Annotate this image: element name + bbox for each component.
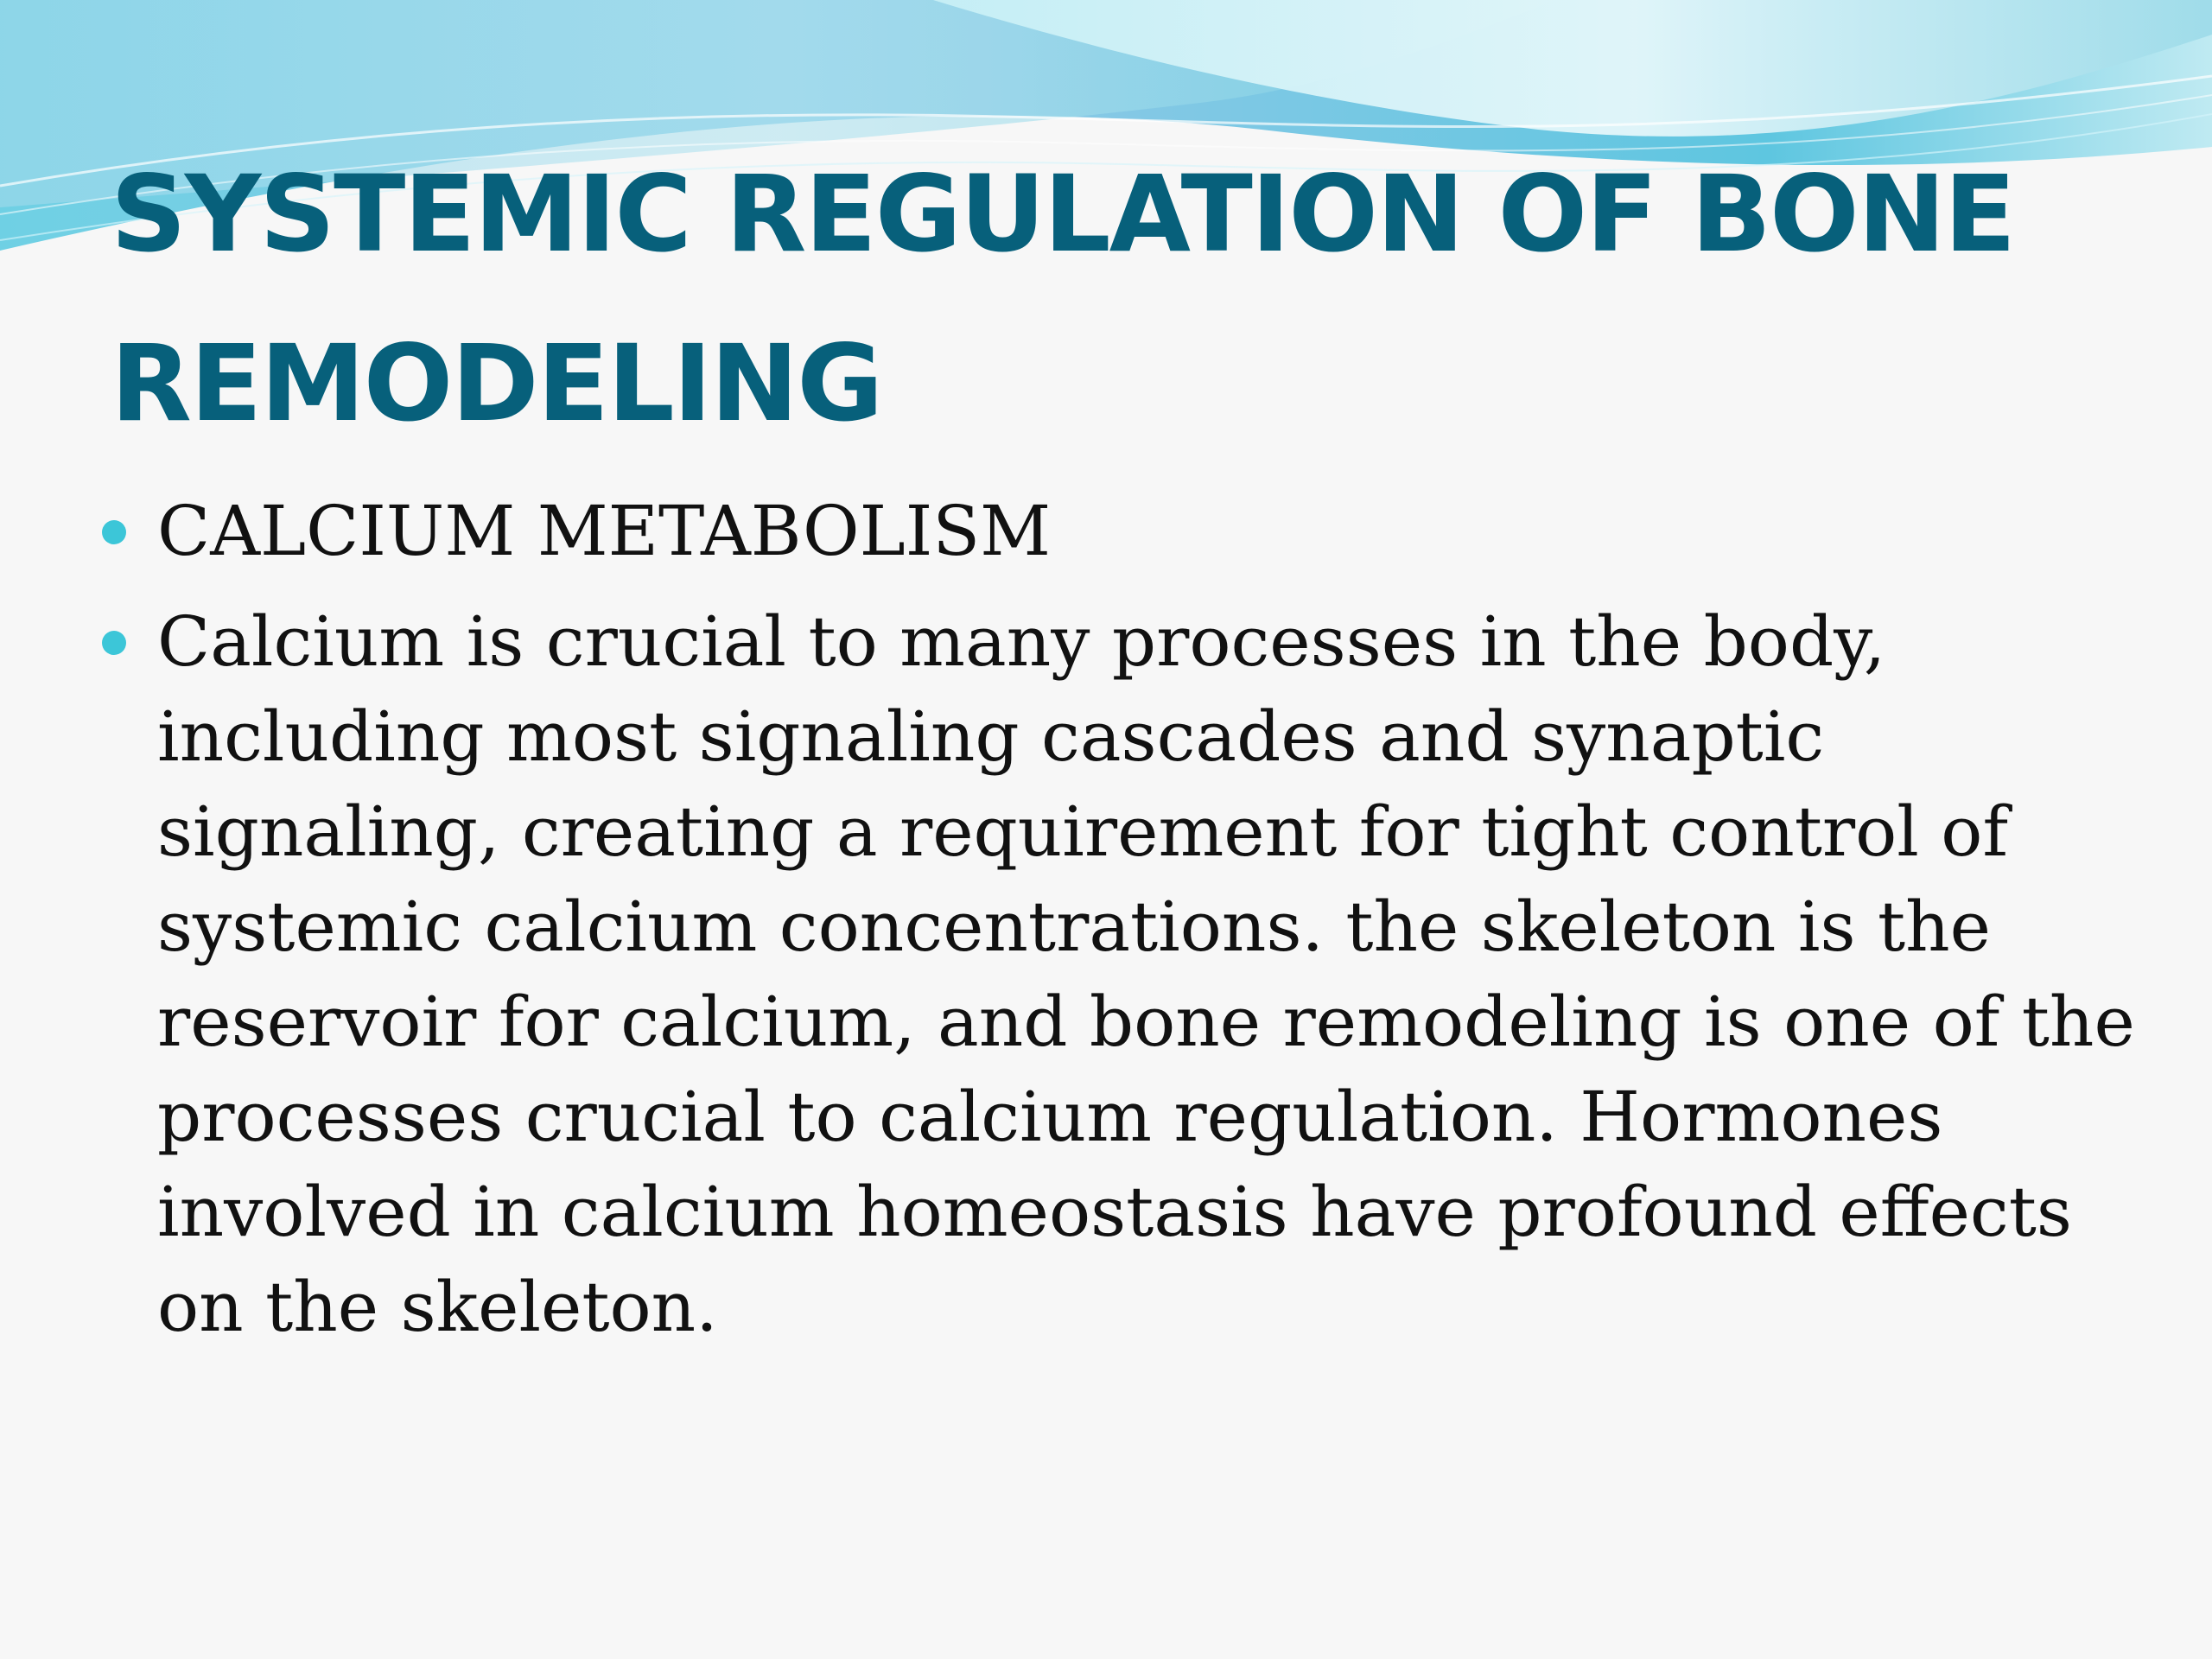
bullet-text: Calcium is crucial to many processes in the body, including most signaling cascades and synaptic signaling, creating a requirement for tight control of systemic calcium concentrations. the skeleton is the reservoir for calcium, and bone remodeling is one of the processes crucial to calcium regulation. Hormones involved in calcium homeostasis have profound effects on the skeleton. xyxy=(157,601,2135,1347)
bullet-dot-icon xyxy=(102,520,126,544)
slide-title: SYSTEMIC REGULATION OF BONE REMODELING xyxy=(111,153,2015,445)
bullet-item xyxy=(95,484,2152,579)
bullet-text: CALCIUM METABOLISM xyxy=(157,491,1052,571)
bullet-dot-icon xyxy=(102,631,126,655)
bullet-item xyxy=(95,594,2152,1355)
bullet-list xyxy=(95,484,2152,1370)
